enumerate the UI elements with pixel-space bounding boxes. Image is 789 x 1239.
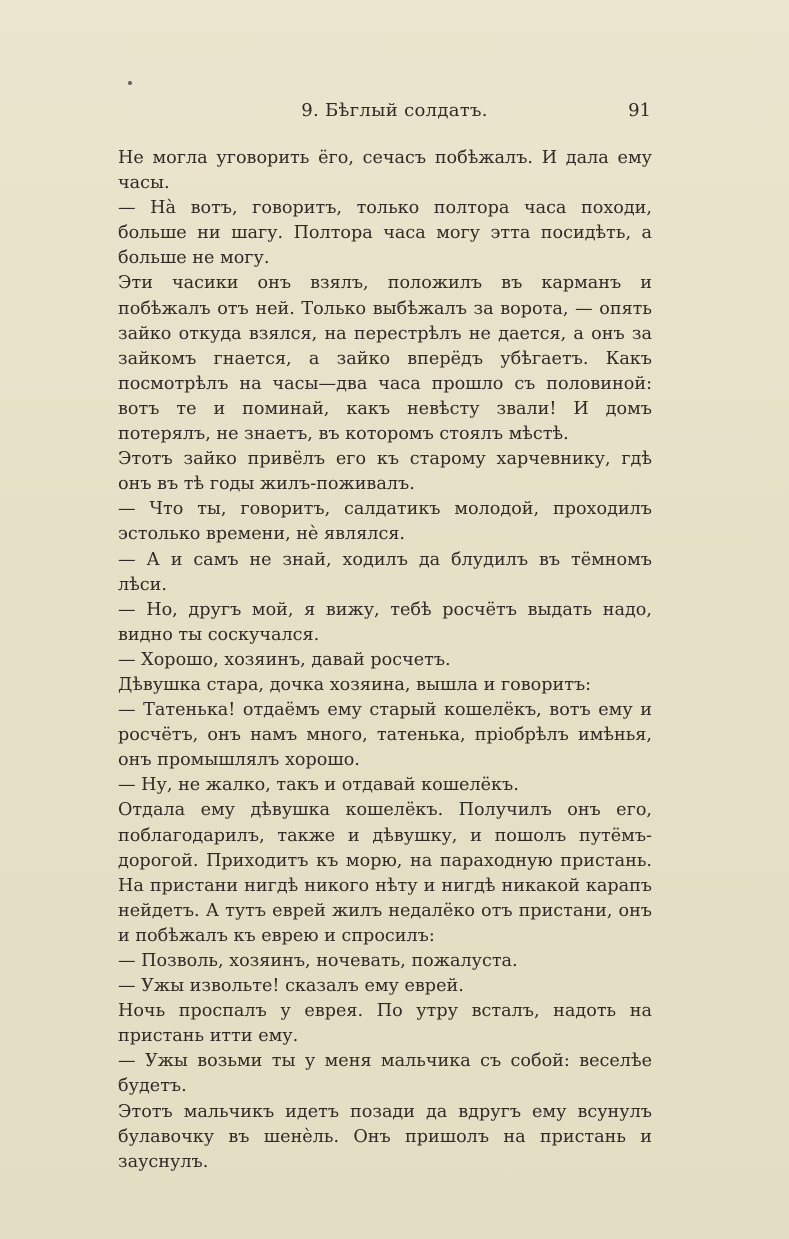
paragraph-3: Эти часики онъ взялъ, положилъ въ карманъ и побѣжалъ отъ ней. Только выбѣжалъ за ворота, — опять зайко откуда взялся, на перестрѣлъ не дается, а онъ за зайкомъ гнается, а зайко вперёдъ убѣгаетъ. Какъ посмотрѣлъ на часы—два часа прошло съ половиной: вотъ те и поминай, какъ невѣсту звали! И домъ потерялъ, не знаетъ, въ которомъ стоялъ мѣстѣ. [118,273,652,445]
paragraph-9: Дѣвушка стара, дочка хозяина, вышла и говоритъ: [118,674,592,695]
paragraph-17: Этотъ мальчикъ идетъ позади да вдругъ ему всунулъ булавочку въ шенѐль. Онъ пришолъ на пристань и зауснулъ. [118,1101,652,1172]
paragraph-15: Ночь проспалъ у еврея. По утру всталъ, надоть на пристань итти ему. [118,1001,652,1047]
paragraph-12: Отдала ему дѣвушка кошелёкъ. Получилъ онъ его, поблагодарилъ, также и дѣвушку, и пошолъ путёмъ-дорогой. Приходитъ къ морю, на параходную пристань. На пристани нигдѣ никого нѣту и нигдѣ никакой карапъ нейдетъ. А тутъ еврей жилъ недалёко отъ пристани, онъ и побѣжалъ къ еврею и спросилъ: [118,800,652,946]
paragraph-5: — Что ты, говоритъ, салдатикъ молодой, проходилъ эстолько времени, нѐ являлся. [118,499,652,545]
paragraph-14: — Ужы извольте! сказалъ ему еврей. [118,976,464,997]
paragraph-8: — Хорошо, хозяинъ, давай росчетъ. [118,649,451,670]
paragraph-2: — На̀ вотъ, говоритъ, только полтора часа походи, больше ни шагу. Полтора часа могу этта посидѣть, а больше не могу. [118,198,652,269]
paragraph-7: — Но, другъ мой, я вижу, тебѣ росчётъ выдать надо, видно ты соскучался. [118,599,652,645]
paragraph-4: Этотъ зайко привёлъ его къ старому харчевнику, гдѣ онъ въ тѣ годы жилъ-поживалъ. [118,449,652,495]
running-title: 9. Бѣглый солдатъ. [301,100,488,121]
paragraph-6: — А и самъ не знай, ходилъ да блудилъ въ тёмномъ лѣси. [118,549,652,595]
page-number: 91 [628,100,651,121]
paragraph-1: Не могла уговорить ёго, сечасъ побѣжалъ. И дала ему часы. [118,148,652,194]
page-header [0,100,789,126]
paragraph-13: — Позволь, хозяинъ, ночевать, пожалуста. [118,951,518,971]
paragraph-10: — Татенька! отдаёмъ ему старый кошелёкъ, вотъ ему и росчётъ, онъ намъ много, татенька, пріобрѣлъ имѣнья, онъ промышлялъ хорошо. [118,700,652,771]
paragraph-11: — Ну, не жалко, такъ и отдавай кошелёкъ. [118,775,519,796]
paragraph-16: — Ужы возьми ты у меня мальчика съ собой: веселѣе будетъ. [118,1051,652,1097]
body-text [118,146,652,1175]
page-speck-mark [128,81,132,85]
